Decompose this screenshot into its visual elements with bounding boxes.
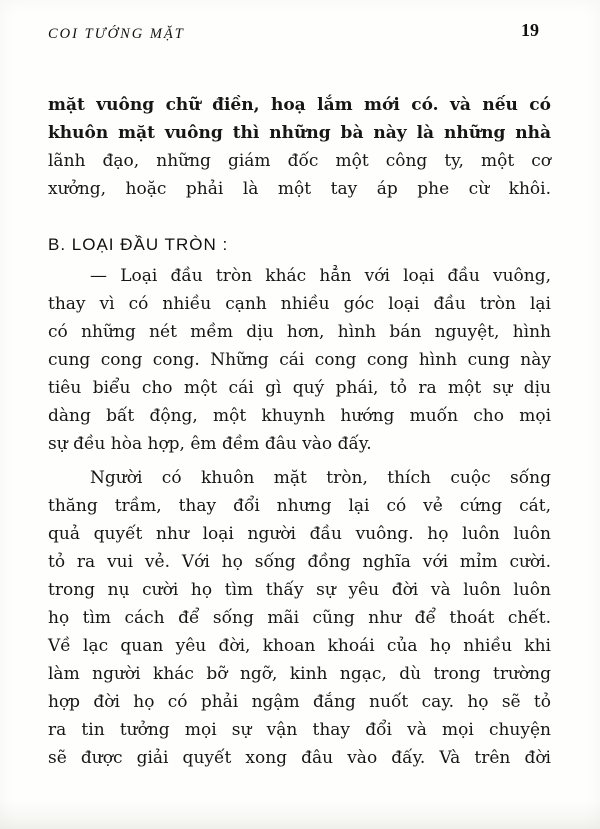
paragraph-2-line-3: có những nét mềm dịu hơn, hình bán nguyệt, hình xyxy=(48,322,551,342)
paragraph-2-line-7: sự đều hòa hợp, êm đềm đâu vào đấy. xyxy=(48,434,372,454)
paragraph-1-line-2: khuôn mặt vuông thì những bà này là những nhà xyxy=(48,123,551,143)
paragraph-3-line-3: quả quyết như loại người đầu vuông. họ luôn luôn xyxy=(48,524,551,544)
paragraph-1-line-3: lãnh đạo, những giám đốc một công ty, một cơ xyxy=(48,151,551,171)
page-bottom-margin xyxy=(0,800,600,829)
paragraph-2-line-1: — Loại đầu tròn khác hẳn với loại đầu vuông, xyxy=(90,266,551,286)
paragraph-1-line-1: mặt vuông chữ điền, hoạ lắm mới có. và nếu có xyxy=(48,95,551,115)
paragraph-2-line-2: thay vì có nhiều cạnh nhiều góc loại đầu tròn lại xyxy=(48,294,551,314)
paragraph-2-line-4: cung cong cong. Những cái cong cong hình cung này xyxy=(48,350,551,370)
paragraph-3-line-7: Về lạc quan yêu đời, khoan khoái của họ nhiều khi xyxy=(48,636,551,656)
paragraph-3-line-1: Người có khuôn mặt tròn, thích cuộc sống xyxy=(90,468,551,488)
paragraph-3-line-2: thăng trầm, thay đổi nhưng lại có vẻ cứng cát, xyxy=(48,496,551,516)
paragraph-3-line-6: họ tìm cách để sống mãi cũng như để thoát chết. xyxy=(48,608,551,628)
running-title: COI TƯỚNG MẶT xyxy=(48,26,185,42)
page-number: 19 xyxy=(521,20,539,40)
section-heading: B. LOẠI ĐẦU TRÒN : xyxy=(48,235,229,254)
paragraph-3-line-9: hợp đời họ có phải ngậm đắng nuốt cay. họ sẽ tỏ xyxy=(48,692,551,712)
paragraph-3-line-8: làm người khác bỡ ngỡ, kinh ngạc, dù trong trường xyxy=(48,664,551,684)
paragraph-3-line-5: trong nụ cười họ tìm thấy sự yêu đời và luôn luôn xyxy=(48,580,551,600)
paragraph-3-line-10: ra tin tưởng mọi sự vận thay đổi và mọi chuyện xyxy=(48,720,551,740)
paragraph-3-line-4: tỏ ra vui vẻ. Với họ sống đồng nghĩa với mỉm cười. xyxy=(48,552,551,572)
paragraph-3-line-11: sẽ được giải quyết xong đâu vào đấy. Và trên đời xyxy=(48,748,551,768)
paragraph-2-line-6: dàng bất động, một khuynh hướng muốn cho mọi xyxy=(48,406,551,426)
paragraph-1-line-4: xưởng, hoặc phải là một tay áp phe cừ khôi. xyxy=(48,179,551,199)
paragraph-2-line-5: tiêu biểu cho một cái gì quý phái, tỏ ra một sự dịu xyxy=(48,378,551,398)
